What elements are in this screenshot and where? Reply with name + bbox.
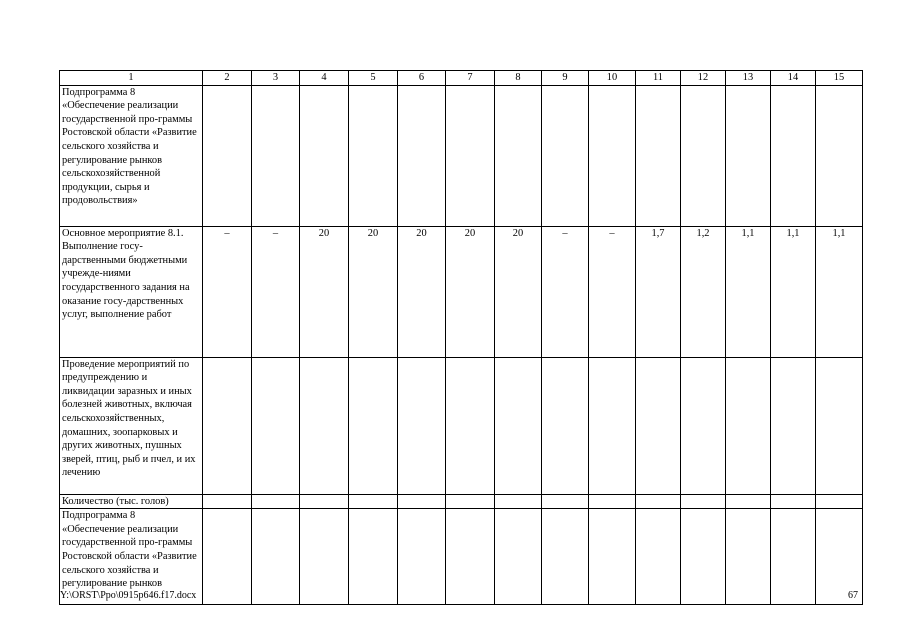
value-cell [398,509,446,605]
value-cell [203,509,252,605]
value-cell [816,85,863,226]
value-cell [252,85,300,226]
value-cell [771,509,816,605]
value-cell [681,494,726,509]
value-cell [681,357,726,494]
value-cell [726,494,771,509]
value-cell [589,509,636,605]
header-cell: 11 [636,71,681,86]
header-cell: 12 [681,71,726,86]
value-cell: 20 [398,226,446,357]
value-cell [542,357,589,494]
value-cell [300,357,349,494]
header-cell: 4 [300,71,349,86]
header-cell: 15 [816,71,863,86]
value-cell [203,357,252,494]
row-label: Проведение мероприятий по предупреждению и ликвидации заразных и иных болезней животных, включая сельскохозяйственных, домашних, зоопарковых и других животных, пушных зверей, птиц, рыб и пчел, и их лечению [62,358,196,479]
header-cell: 14 [771,71,816,86]
value-cell [816,357,863,494]
value-cell: 1,1 [816,226,863,357]
row-label-cell [60,357,203,494]
value-cell [300,494,349,509]
value-cell: 20 [446,226,495,357]
value-cell [349,357,398,494]
table-row [60,226,863,357]
value-cell [589,357,636,494]
value-cell [726,509,771,605]
value-cell: 1,1 [771,226,816,357]
row-label: Подпрограмма 8 «Обеспечение реализации государственной про-граммы Ростовской области «Развитие сельского хозяйства и регулирование рынков [62,510,197,590]
header-cell: 10 [589,71,636,86]
value-cell [495,357,542,494]
value-cell [589,494,636,509]
row-label-cell [60,226,203,357]
value-cell [681,509,726,605]
value-cell [636,494,681,509]
value-cell [495,494,542,509]
value-cell [252,357,300,494]
value-cell: 1,2 [681,226,726,357]
value-cell [542,494,589,509]
row-label-cell [60,494,203,509]
value-cell: – [589,226,636,357]
value-cell [446,357,495,494]
row-label: Количество (тыс. голов) [62,495,169,507]
header-cell: 8 [495,71,542,86]
value-cell [349,494,398,509]
header-cell: 7 [446,71,495,86]
value-cell [300,509,349,605]
value-cell: – [252,226,300,357]
value-cell [349,509,398,605]
value-cell [636,85,681,226]
value-cell [495,509,542,605]
value-cell: 20 [349,226,398,357]
value-cell [398,85,446,226]
value-cell [252,494,300,509]
value-cell: 20 [300,226,349,357]
value-cell [446,509,495,605]
data-table [59,70,863,605]
header-cell: 9 [542,71,589,86]
row-label: Подпрограмма 8 «Обеспечение реализации государственной про-граммы Ростовской области «Развитие сельского хозяйства и регулирование рынков сельскохозяйственной продукции, сырья и продовольствия» [62,86,197,207]
value-cell: – [542,226,589,357]
value-cell [681,85,726,226]
value-cell: 20 [495,226,542,357]
value-cell [542,509,589,605]
value-cell [203,494,252,509]
value-cell [203,85,252,226]
row-label-cell [60,85,203,226]
value-cell [252,509,300,605]
value-cell: 1,1 [726,226,771,357]
table-row [60,494,863,509]
page-number: 67 [848,590,858,601]
header-cell: 13 [726,71,771,86]
value-cell [816,494,863,509]
value-cell: 1,7 [636,226,681,357]
header-cell: 6 [398,71,446,86]
value-cell [446,494,495,509]
value-cell [636,357,681,494]
header-row [60,71,863,86]
row-label: Основное мероприятие 8.1. Выполнение госу-дарственными бюджетными учрежде-ниями государственного задания на оказание госу-дарственных услуг, выполнение работ [62,227,190,321]
value-cell [398,494,446,509]
header-cell: 3 [252,71,300,86]
table-row [60,357,863,494]
value-cell [349,85,398,226]
value-cell [771,357,816,494]
value-cell: – [203,226,252,357]
footer-file-path: Y:\ORST\Ppo\0915p646.f17.docx [60,590,197,601]
value-cell [636,509,681,605]
header-cell: 1 [60,71,203,86]
value-cell [726,85,771,226]
header-cell: 5 [349,71,398,86]
header-cell: 2 [203,71,252,86]
value-cell [300,85,349,226]
value-cell [771,494,816,509]
value-cell [771,85,816,226]
value-cell [589,85,636,226]
value-cell [726,357,771,494]
value-cell [398,357,446,494]
value-cell [495,85,542,226]
value-cell [542,85,589,226]
table-row [60,85,863,226]
value-cell [446,85,495,226]
